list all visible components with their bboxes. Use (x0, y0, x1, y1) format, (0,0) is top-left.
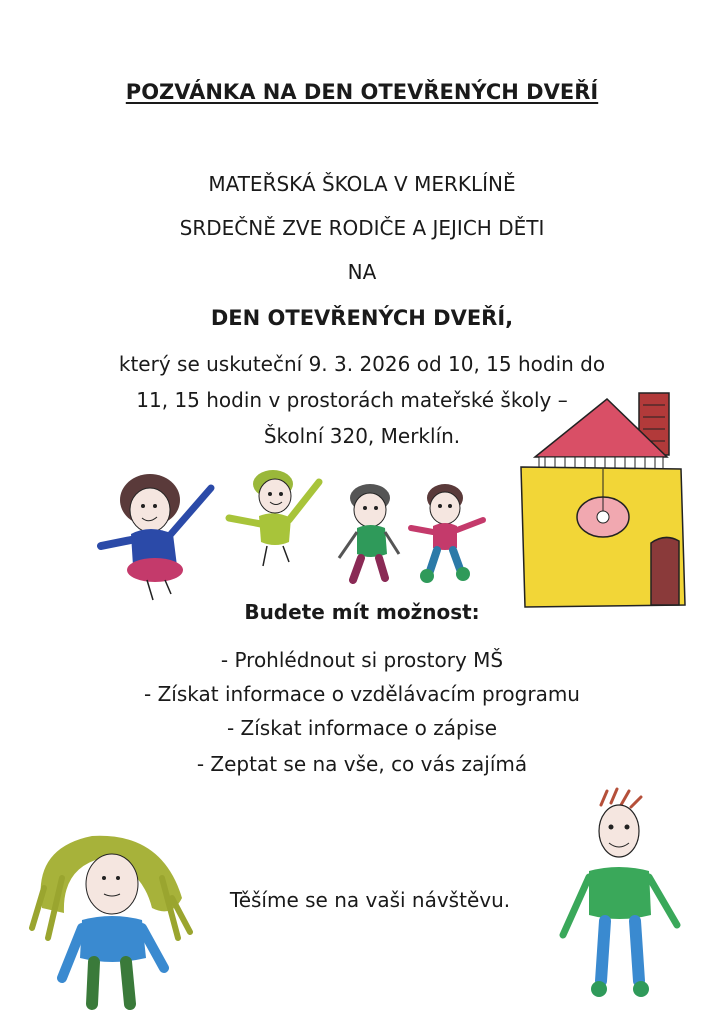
closing-line: Těšíme se na vaši návštěvu. (229, 888, 511, 912)
details-line-2: 11, 15 hodin v prostorách mateřské školy – (136, 388, 568, 412)
invitation-title: POZVÁNKA NA DEN OTEVŘENÝCH DVEŘÍ (125, 80, 599, 104)
child-figure-3 (339, 484, 399, 580)
invitation-line: SRDEČNĚ ZVE RODIČE A JEJICH DĚTI (179, 216, 545, 240)
option-item: - Získat informace o zápise (226, 716, 498, 740)
children-drawing (95, 462, 495, 612)
child-drawing-right (545, 785, 705, 1005)
child-figure-2 (229, 470, 319, 566)
option-item: - Prohlédnout si prostory MŠ (220, 648, 504, 672)
details-line-1: který se uskuteční 9. 3. 2026 od 10, 15 hodin do (118, 352, 606, 376)
school-name: MATEŘSKÁ ŠKOLA V MERKLÍNĚ (208, 172, 516, 196)
child-drawing-left (22, 828, 202, 1013)
child-figure-4 (411, 484, 483, 583)
details-line-3: Školní 320, Merklín. (263, 424, 461, 448)
event-name: DEN OTEVŘENÝCH DVEŘÍ, (210, 306, 514, 330)
options-heading: Budete mít možnost: (244, 600, 480, 624)
house-drawing (515, 385, 695, 625)
child-figure-1 (101, 474, 211, 600)
option-item: - Získat informace o vzdělávacím programu (144, 682, 580, 706)
option-item: - Zeptat se na vše, co vás zajímá (196, 752, 528, 776)
invitation-na: NA (347, 260, 377, 284)
house-door (651, 537, 679, 605)
